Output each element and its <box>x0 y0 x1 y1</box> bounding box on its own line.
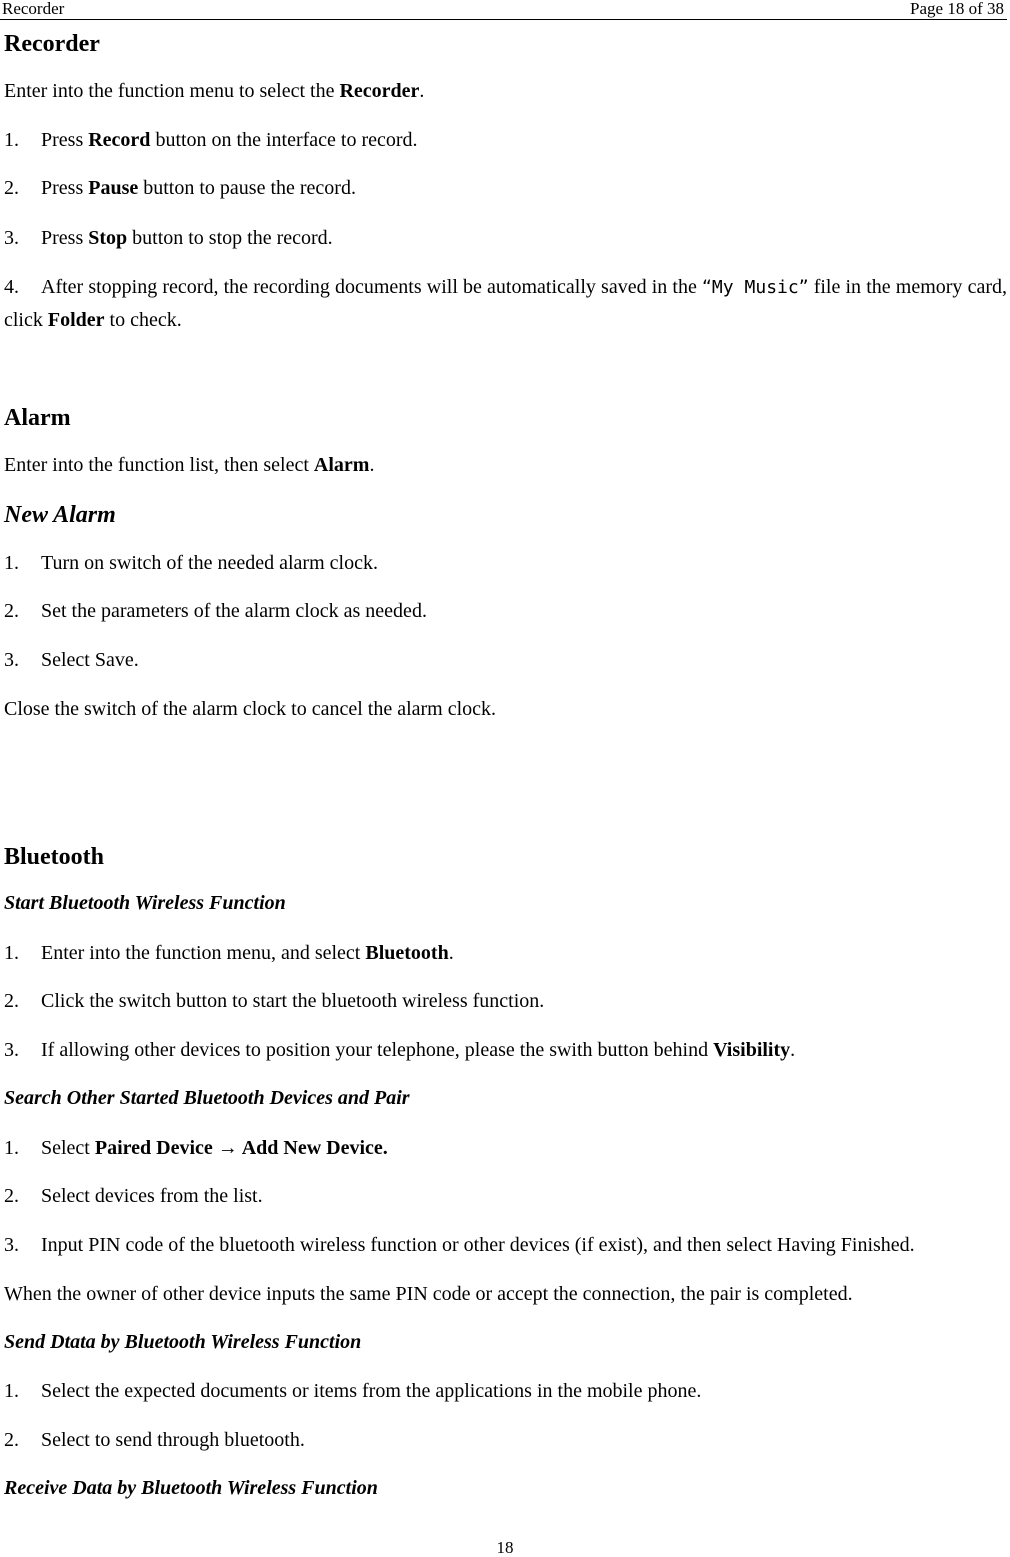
page-header <box>0 0 1007 20</box>
bt-send-subheading: Send Dtata by Bluetooth Wireless Function <box>4 1331 362 1353</box>
header-section-title: Recorder <box>2 0 65 18</box>
recorder-intro: Enter into the function menu to select the Recorder. <box>4 80 425 102</box>
alarm-intro: Enter into the function list, then select Alarm. <box>4 454 375 476</box>
new-alarm-subheading: New Alarm <box>4 502 116 528</box>
bt-pair-note: When the owner of other device inputs the same PIN code or accept the connection, the pair is completed. <box>4 1283 853 1305</box>
bt-receive-subheading: Receive Data by Bluetooth Wireless Function <box>4 1477 378 1499</box>
alarm-note: Close the switch of the alarm clock to cancel the alarm clock. <box>4 698 497 720</box>
bt-search-step-3: 3. Input PIN code of the bluetooth wireless function or other devices (if exist), and then select Having Finished. <box>4 1234 915 1256</box>
bt-search-step-1: 1. Select Paired Device → Add New Device. <box>4 1137 388 1159</box>
bt-send-step-2: 2. Select to send through bluetooth. <box>4 1429 305 1451</box>
page-number: 18 <box>496 1538 514 1557</box>
bt-start-subheading: Start Bluetooth Wireless Function <box>4 892 286 914</box>
bt-send-step-1: 1. Select the expected documents or items from the applications in the mobile phone. <box>4 1380 702 1402</box>
recorder-step-2: 2. Press Pause button to pause the record. <box>4 177 356 199</box>
alarm-step-2: 2. Set the parameters of the alarm clock as needed. <box>4 600 427 622</box>
bt-start-step-1: 1. Enter into the function menu, and select Bluetooth. <box>4 942 454 964</box>
bt-search-step-2: 2. Select devices from the list. <box>4 1185 263 1207</box>
alarm-step-1: 1. Turn on switch of the needed alarm clock. <box>4 552 378 574</box>
bt-search-subheading: Search Other Started Bluetooth Devices and Pair <box>4 1087 410 1109</box>
bluetooth-heading: Bluetooth <box>4 844 105 870</box>
recorder-heading: Recorder <box>4 31 100 57</box>
alarm-step-3: 3. Select Save. <box>4 649 139 671</box>
header-page-indicator: Page 18 of 38 <box>910 0 1004 18</box>
alarm-heading: Alarm <box>4 405 71 431</box>
recorder-step-1: 1. Press Record button on the interface to record. <box>4 129 418 151</box>
recorder-step-4: 4. After stopping record, the recording documents will be automatically saved in the “My Music” file in the memory card, click Folder to check. <box>4 276 1007 331</box>
bt-start-step-3: 3. If allowing other devices to position your telephone, please the swith button behind Visibility. <box>4 1039 796 1061</box>
recorder-step-3: 3. Press Stop button to stop the record. <box>4 227 333 249</box>
bt-start-step-2: 2. Click the switch button to start the bluetooth wireless function. <box>4 990 545 1012</box>
